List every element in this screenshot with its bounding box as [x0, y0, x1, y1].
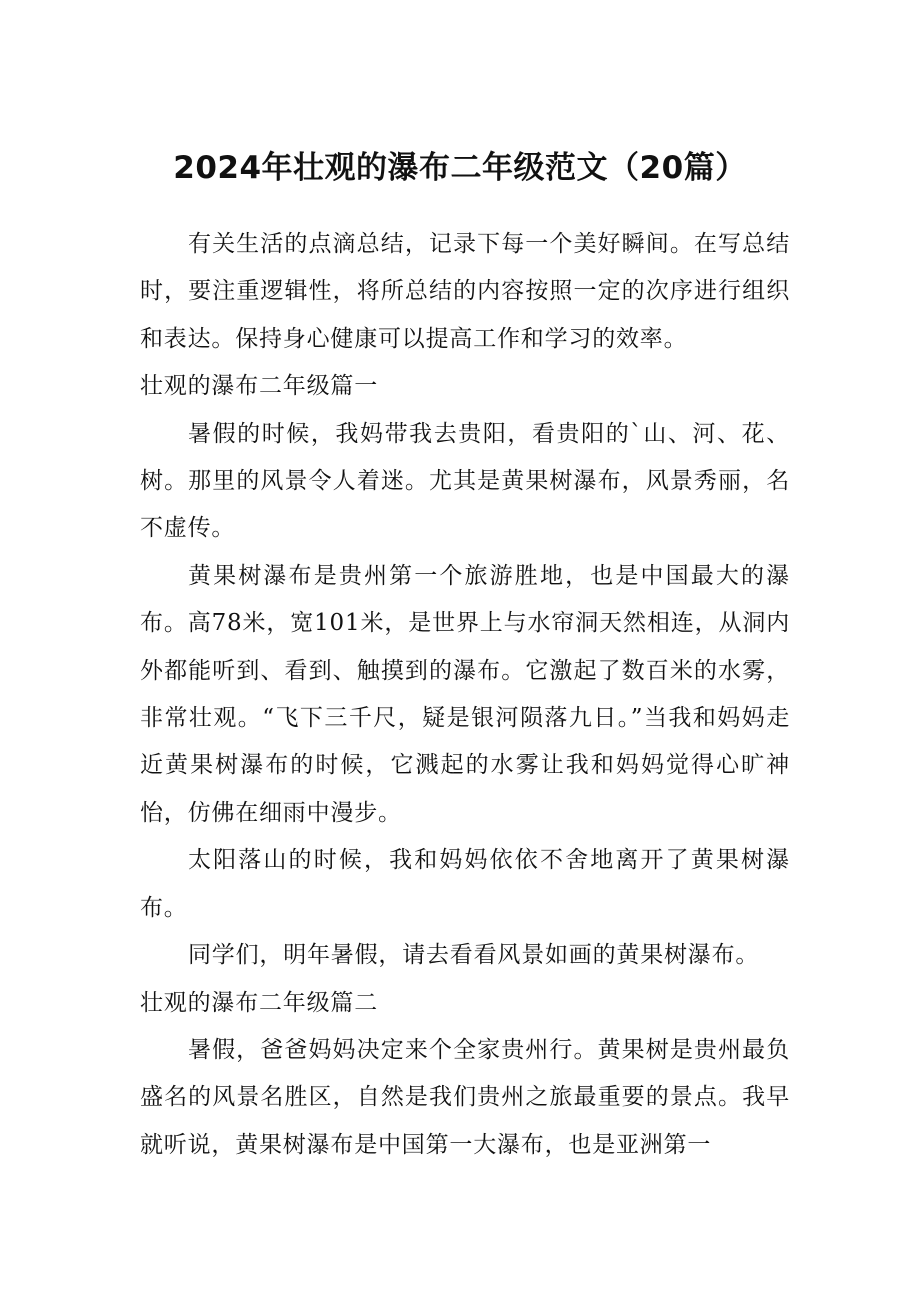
intro-paragraph: 有关生活的点滴总结，记录下每一个美好瞬间。在写总结时，要注重逻辑性，将所总结的内容按照一定的次序进行组织和表达。保持身心健康可以提高工作和学习的效率。 — [140, 231, 790, 352]
section1-paragraph-2: 黄果树瀑布是贵州第一个旅游胜地，也是中国最大的瀑布。高78米，宽101米，是世界上与水帘洞天然相连，从洞内外都能听到、看到、触摸到的瀑布。它激起了数百米的水雾，非常壮观。“飞下三千尺，疑是银河陨落九日。”当我和妈妈走近黄果树瀑布的时候，它溅起的水雾让我和妈妈觉得心旷神怡，仿佛在细雨中漫步。 — [140, 562, 790, 826]
section1-paragraph-1: 暑假的时候，我妈带我去贵阳，看贵阳的`山、河、花、树。那里的风景令人着迷。尤其是黄果树瀑布，风景秀丽，名不虚传。 — [140, 420, 790, 542]
document-title: 2024年壮观的瀑布二年级范文（20篇） — [173, 150, 747, 186]
section1-paragraph-3: 太阳落山的时候，我和妈妈依依不舍地离开了黄果树瀑布。 — [140, 847, 790, 921]
section2-paragraph-1: 暑假，爸爸妈妈决定来个全家贵州行。黄果树是贵州最负盛名的风景名胜区，自然是我们贵州之旅最重要的景点。我早就听说，黄果树瀑布是中国第一大瀑布，也是亚洲第一 — [140, 1036, 790, 1158]
section-heading-1: 壮观的瀑布二年级篇一 — [140, 373, 378, 400]
section-heading-2: 壮观的瀑布二年级篇二 — [140, 989, 378, 1016]
document-body — [140, 221, 790, 1169]
section1-paragraph-4: 同学们，明年暑假，请去看看风景如画的黄果树瀑布。 — [188, 942, 760, 969]
